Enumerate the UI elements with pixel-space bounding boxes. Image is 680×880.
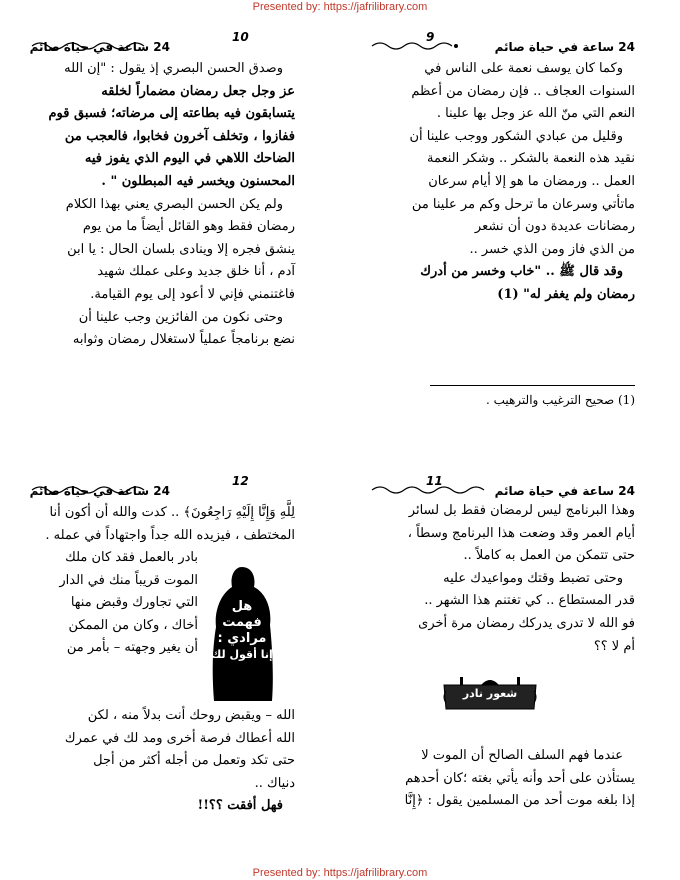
page-10-header bbox=[29, 30, 295, 60]
text-line: أم لا ؟؟ bbox=[593, 638, 635, 654]
text-line: النعم التي منّ الله عز وجل بها علينا . bbox=[436, 106, 635, 122]
footnote-divider bbox=[430, 385, 635, 386]
text-line: رمضانات عديدة دون أن نشعر bbox=[474, 219, 635, 235]
text-line: وصدق الحسن البصري إذ يقول : "إن الله bbox=[64, 61, 283, 76]
text-line: ماتأتي وسرعان ما ترحل وكم مر علينا من bbox=[411, 196, 635, 212]
text-line: أن يغير وجهته – بأمر من bbox=[66, 640, 198, 656]
text-line: لِلَّهِ وَإِنَّا إِلَيْهِ رَاجِعُونَ﴾ .. كدت والله أن أكون أنا bbox=[49, 505, 295, 520]
emblem-label: شعور نادر bbox=[462, 687, 518, 700]
text-line: إذا بلغه موت أحد من المسلمين يقول : ﴿إِنَّا bbox=[404, 793, 635, 809]
text-line: الضاحك اللاهي في اليوم الذي يفوز فيه bbox=[84, 151, 295, 167]
text-line: المختطف ، فيزيده الله جداً واجتهاداً في عمله . bbox=[45, 527, 295, 543]
text-line: عز وجل جعل رمضان مضماراً لخلقه bbox=[101, 83, 295, 99]
text-line: فاغتنمني فإني لا أعود إلى يوم القيامة. bbox=[90, 286, 295, 302]
footnote: (1) صحيح الترغيب والترهيب . bbox=[485, 393, 635, 407]
text-line: وهذا البرنامج ليس لرمضان فقط بل لسائر bbox=[408, 503, 635, 518]
mosque-skyline-icon bbox=[438, 655, 542, 715]
page-12-body-wrap bbox=[30, 547, 198, 660]
running-title: 24 ساعة في حياة صائم bbox=[29, 484, 170, 498]
text-line: نضع برنامجاً عملياً لاستغلال رمضان وثوابه bbox=[72, 332, 295, 348]
text-line: فو الله لا تدرى يدركك رمضان مرة أخرى bbox=[418, 615, 635, 631]
text-line: نقيد هذه النعمة بالشكر .. وشكر النعمة bbox=[426, 151, 635, 167]
ornament-icon bbox=[370, 38, 460, 52]
running-title: 24 ساعة في حياة صائم bbox=[29, 40, 170, 54]
page-number: 10 bbox=[232, 30, 249, 44]
text-line: أخاك ، وكان من الممكن bbox=[68, 617, 198, 633]
text-line: الله أعطاك فرصة أخرى ومد لك في عمرك bbox=[64, 730, 295, 746]
text-line: آدم ، أنا خلق جديد وعلى عملك شهيد bbox=[97, 264, 295, 280]
page-12-body-top bbox=[30, 502, 295, 547]
text-line: ففازوا ، وتخلف آخرون فخابوا، فالعجب من bbox=[64, 128, 295, 144]
text-line: حتى تتمكن من العمل به كاملاً .. bbox=[463, 548, 635, 564]
text-line: أيام العمر وقد وضعت هذا البرنامج وسطاً ، bbox=[407, 525, 635, 541]
page-9-header bbox=[370, 30, 635, 60]
figure-line: هل bbox=[231, 599, 253, 614]
section-emblem bbox=[438, 655, 542, 715]
text-line: يتسابقون فيه بطاعته إلى مرضاته؛ فسبق قوم bbox=[48, 106, 295, 122]
page-number: 12 bbox=[232, 474, 249, 488]
page-10-body bbox=[30, 58, 295, 352]
text-line: وكما كان يوسف نعمة على الناس في bbox=[424, 61, 623, 76]
text-line: التي تجاورك وقبض منها bbox=[70, 595, 198, 611]
text-line: المحسنون ويخسر فيه المبطلون " . bbox=[101, 173, 295, 189]
page-9-body bbox=[370, 58, 635, 307]
text-line: ينشق فجره إلا وينادى بلسان الحال : يا ابن bbox=[67, 241, 295, 257]
text-line: قدر المستطاع .. كي تغتنم هذا الشهر .. bbox=[424, 593, 635, 609]
page-number: 9 bbox=[426, 30, 435, 44]
figure-line: مرادي : bbox=[217, 631, 267, 646]
page-11-body-lower bbox=[370, 745, 635, 813]
text-line: وحتى تضبط وقتك ومواعيدك عليه bbox=[443, 570, 623, 586]
page-11-body-upper bbox=[370, 500, 635, 658]
text-line: العمل .. ورمضان ما هو إلا أيام سرعان bbox=[428, 173, 635, 189]
text-line: السنوات العجاف .. فإن رمضان من أعظم bbox=[411, 83, 635, 99]
text-line: ولم يكن الحسن البصري يعني بهذا الكلام bbox=[65, 196, 283, 212]
figure-caption bbox=[208, 599, 276, 663]
text-line: من الذي فاز ومن الذي خسر .. bbox=[469, 241, 635, 257]
site-banner-top[interactable]: Presented by: https://jafrilibrary.com bbox=[252, 1, 428, 13]
figure-line: إنا أقول لك bbox=[211, 648, 273, 661]
page-12-header bbox=[29, 474, 295, 504]
figure-line: فهمت bbox=[222, 615, 262, 630]
praying-figure bbox=[208, 565, 276, 705]
text-line: وقد قال ﷺ .. "خاب وخسر من أدرك bbox=[420, 264, 623, 280]
text-line: رمضان فقط وهو القائل أيضاً ما من يوم bbox=[82, 219, 295, 235]
page-number: 11 bbox=[426, 474, 443, 488]
text-line: الله – ويقبض روحك أنت بدلاً منه ، لكن bbox=[87, 708, 295, 723]
text-line: الموت قريباً منك في الدار bbox=[59, 572, 198, 588]
running-title: 24 ساعة في حياة صائم bbox=[494, 484, 635, 498]
text-line: وحتى نكون من الفائزين وجب علينا أن bbox=[78, 309, 283, 325]
text-line: وقليل من عبادي الشكور ووجب علينا أن bbox=[409, 128, 623, 144]
text-line: فهل أفقت ؟؟!! bbox=[197, 798, 283, 814]
text-line: يستأذن على أحد وأنه يأتي بغته ؛كان أحدهم bbox=[405, 770, 635, 786]
text-line: رمضان ولم يغفر له" (1) bbox=[497, 286, 635, 302]
text-line: دنياك .. bbox=[254, 775, 295, 791]
text-line: عندما فهم السلف الصالح أن الموت لا bbox=[421, 748, 623, 763]
running-title: 24 ساعة في حياة صائم bbox=[494, 40, 635, 54]
page-12-body-bottom bbox=[30, 705, 295, 818]
text-line: بادر بالعمل فقد كان ملك bbox=[65, 550, 198, 565]
site-banner-bottom[interactable]: Presented by: https://jafrilibrary.com bbox=[252, 867, 428, 879]
text-line: حتى تكد وتعمل من أجله أكثر من أجل bbox=[93, 753, 295, 769]
